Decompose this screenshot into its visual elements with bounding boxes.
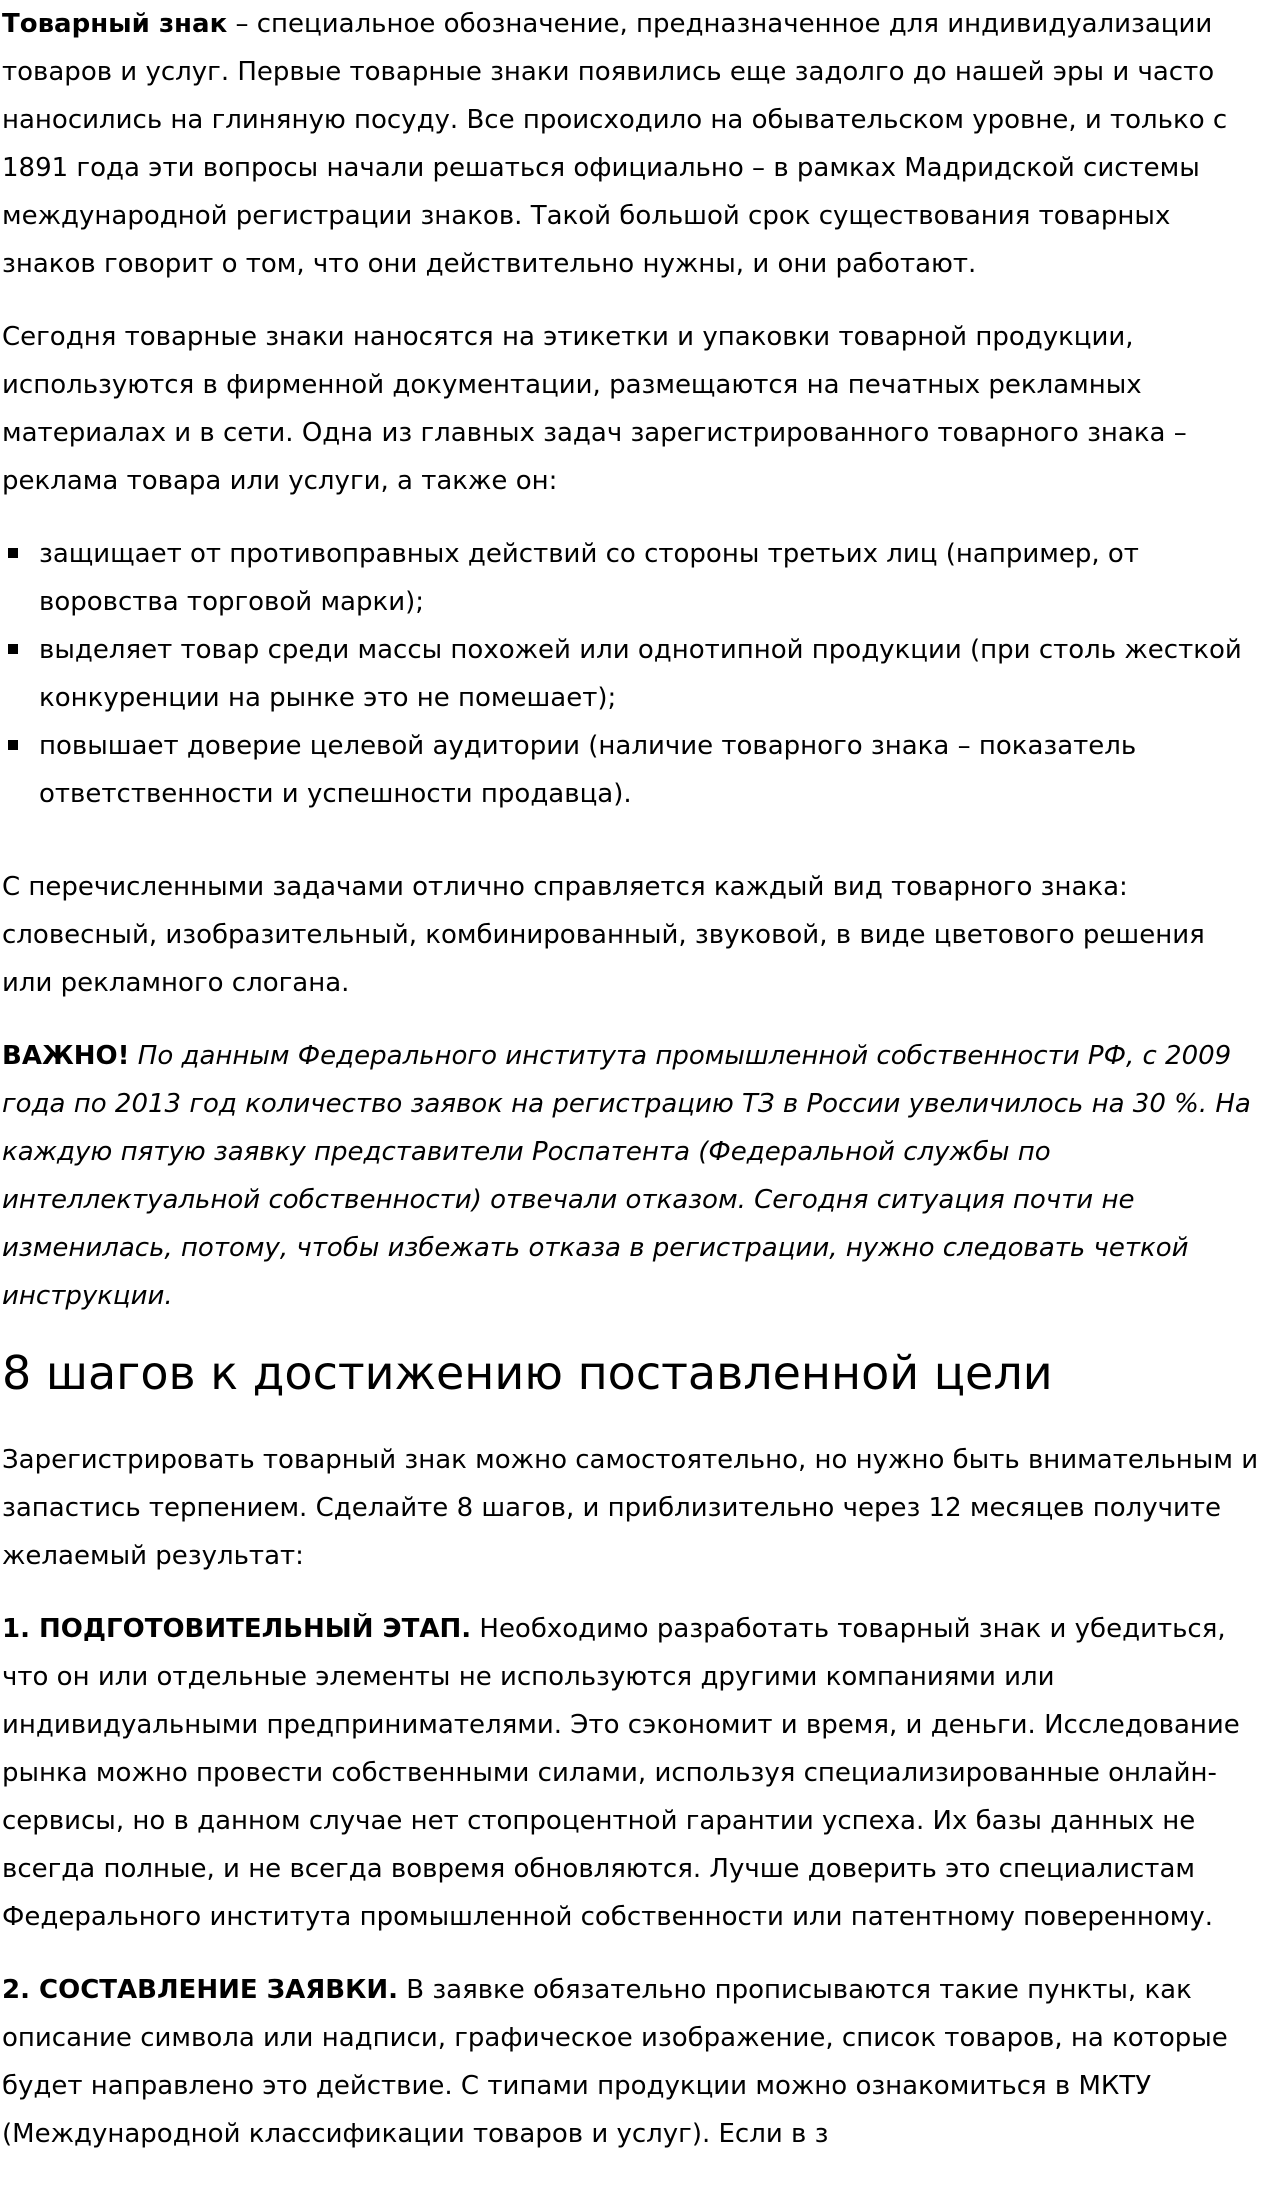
intro-text: – специальное обозначение, предназначенное для индивидуализации товаров и услуг. Первые товарные знаки появились еще задолго до нашей эры и часто наносились на глиняную посуду. Все происходило на обывательском уровне, и только с 1891 года эти вопросы начали решаться официально – в рамках Мадридской системы международной регистрации знаков. Такой большой срок существования товарных знаков говорит о том, что они действительно нужны, и они работают. [2, 9, 1228, 279]
usage-paragraph: Сегодня товарные знаки наносятся на этикетки и упаковки товарной продукции, используются в фирменной документации, размещаются на печатных рекламных материалах и в сети. Одна из главных задач зарегистрированного товарного знака – реклама товара или услуги, а также он: [2, 322, 1187, 496]
step-2-text: В заявке обязательно прописываются такие пункты, как описание символа или надписи, графическое изображение, список товаров, на которые будет направлено это действие. С типами продукции можно ознакомиться в МКТУ (Международной классификации товаров и услуг). Если в з [2, 1975, 1228, 2149]
benefit-item-text: защищает от противоправных действий со стороны третьих лиц (например, от воровства торговой марки); [39, 539, 1139, 617]
benefit-item [2, 626, 1262, 722]
intro-bold-lead: Товарный знак [2, 9, 228, 39]
intro-paragraph [2, 0, 1262, 288]
section-heading: 8 шагов к достижению поставленной цели [2, 1346, 1053, 1400]
benefit-item-text: выделяет товар среди массы похожей или однотипной продукции (при столь жесткой конкуренции на рынке это не помешает); [39, 635, 1242, 713]
trademark-types-paragraph: С перечисленными задачами отлично справляется каждый вид товарного знака: словесный, изобразительный, комбинированный, звуковой, в виде цветового решения или рекламного слогана. [2, 872, 1205, 998]
step-2-title: 2. СОСТАВЛЕНИЕ ЗАЯВКИ. [2, 1975, 398, 2005]
trademark-benefits-list [2, 530, 1262, 818]
benefit-item [2, 722, 1262, 818]
important-note-paragraph [2, 1032, 1262, 1320]
square-bullet-icon [8, 548, 18, 558]
benefit-item-text: повышает доверие целевой аудитории (наличие товарного знака – показатель ответственности и успешности продавца). [39, 731, 1137, 809]
important-label: ВАЖНО! [2, 1041, 130, 1071]
step-1-text: Необходимо разработать товарный знак и убедиться, что он или отдельные элементы не используются другими компаниями или индивидуальными предпринимателями. Это сэкономит и время, и деньги. Исследование рынка можно провести собственными силами, используя специализированные онлайн-сервисы, но в данном случае нет стопроцентной гарантии успеха. Их базы данных не всегда полные, и не всегда вовремя обновляются. Лучше доверить это специалистам Федерального института промышленной собственности или патентному поверенному. [2, 1614, 1240, 1932]
benefit-item [2, 530, 1262, 626]
step-1-paragraph [2, 1605, 1262, 1941]
square-bullet-icon [8, 644, 18, 654]
important-note-text: По данным Федерального института промышленной собственности РФ, с 2009 года по 2013 год количество заявок на регистрацию ТЗ в России увеличилось на 30 %. На каждую пятую заявку представители Роспатента (Федеральной службы по интеллектуальной собственности) отвечали отказом. Сегодня ситуация почти не изменилась, потому, чтобы избежать отказа в регистрации, нужно следовать четкой инструкции. [2, 1041, 1251, 1311]
step-1-title: 1. ПОДГОТОВИТЕЛЬНЫЙ ЭТАП. [2, 1614, 472, 1644]
registration-intro-paragraph: Зарегистрировать товарный знак можно самостоятельно, но нужно быть внимательным и запастись терпением. Сделайте 8 шагов, и приблизительно через 12 месяцев получите желаемый результат: [2, 1445, 1259, 1571]
step-2-paragraph [2, 1966, 1262, 2158]
square-bullet-icon [8, 740, 18, 750]
